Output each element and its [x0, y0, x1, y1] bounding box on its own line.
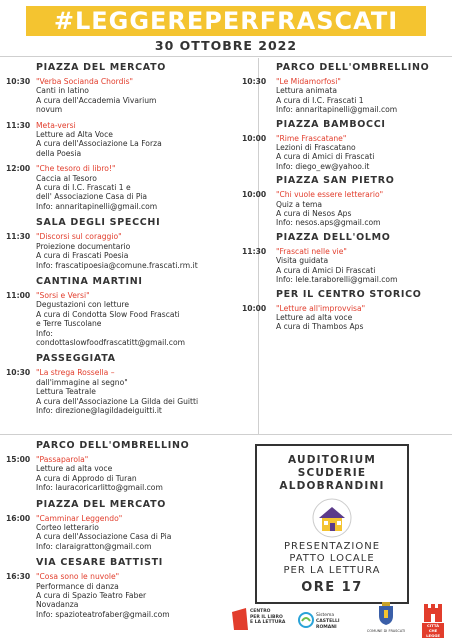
event-detail: Letture ad alta voce [276, 312, 353, 322]
event-detail: A cura di Thambos Aps [276, 322, 364, 332]
section-title: PIAZZA DELL'OLMO [276, 231, 391, 243]
logo-text: PER IL LIBRO [250, 614, 283, 620]
event-item [6, 514, 246, 552]
event-detail: Info: claraigratton@gmail.com [36, 541, 152, 551]
logo-text: Sistema [316, 613, 335, 618]
event-detail: e Terre Tuscolane [36, 319, 102, 329]
event-detail: Visita guidata [276, 256, 329, 266]
header [0, 0, 452, 58]
event-time: 11:30 [6, 232, 31, 242]
event-detail: Letture ad Alta Voce [36, 130, 113, 140]
event-item [6, 368, 256, 415]
event-detail: Quiz a tema [276, 199, 323, 209]
event-date: 30 OTTOBRE 2022 [154, 38, 298, 53]
event-time: 10:30 [6, 77, 31, 86]
mid-divider [0, 434, 452, 435]
event-detail: A cura di I.C. Frascati 1 e [36, 183, 131, 193]
event-title: "Rime Frascatane" [276, 133, 347, 143]
event-detail: novum [36, 105, 63, 115]
logo-text: CHE LEGGE [426, 628, 440, 638]
event-item [6, 232, 256, 270]
logo-text: COMUNE DI FRASCATI [366, 629, 406, 633]
event-detail: A cura di Amici di Frascati [276, 152, 375, 162]
event-detail: A cura di I.C. Frascati 1 [276, 95, 364, 105]
sponsor-logos [232, 602, 447, 638]
event-title: "Sorsi e Versi" [36, 290, 90, 300]
event-detail: dell' Associazione Casa di Pia [36, 192, 148, 202]
logo-text: CASTELLI ROMANI [316, 619, 340, 630]
event-time: 11:00 [6, 290, 31, 300]
event-title: "Chi vuole essere letterario" [276, 190, 384, 200]
section-title: VIA CESARE BATTISTI [36, 557, 164, 569]
header-divider [0, 56, 452, 57]
event-detail: Letture ad alta voce [36, 464, 113, 474]
patto-logo [309, 497, 355, 539]
event-title: "Letture all'improvvisa" [276, 303, 366, 313]
section-title: SALA DEGLI SPECCHI [36, 217, 161, 229]
house-book-icon [309, 497, 355, 539]
event-title: "La strega Rossella – [36, 368, 115, 378]
event-item [6, 121, 256, 159]
event-detail: Info: lele.taraborelli@gmail.com [276, 275, 398, 285]
section-title: PIAZZA SAN PIETRO [276, 175, 395, 187]
section-title: PARCO DELL'OMBRELLINO [36, 440, 190, 451]
event-detail: Corteo letterario [36, 523, 99, 533]
logo-text: E LA LETTURA [250, 620, 286, 625]
event-time: 16:00 [6, 513, 31, 523]
event-title: "Frascati nelle vie" [276, 246, 347, 256]
logo-text: CITTÀ [426, 623, 440, 628]
event-item [242, 190, 447, 228]
event-detail: Info: diego_ew@yahoo.it [276, 161, 370, 171]
event-detail: Degustazioni con letture [36, 300, 130, 310]
left-column [6, 62, 256, 421]
comune-frascati-logo [366, 602, 406, 638]
event-time: 11:30 [6, 120, 31, 130]
event-detail: A cura di Condotta Slow Food Frascati [36, 309, 180, 319]
event-title: "Le Midamorfosi" [276, 77, 341, 86]
event-detail: Info: frascatipoesia@comune.frascati.rm.it [36, 260, 198, 270]
event-time: 10:00 [242, 133, 267, 143]
event-detail: A cura dell'Accademia Vivarium [36, 95, 157, 105]
event-detail: Info: direzione@lagildadeiguitti.it [36, 405, 162, 415]
event-detail: dall'immagine al segno" [36, 377, 128, 387]
citta-che-legge-logo [422, 602, 444, 636]
event-detail: Lettura Teatrale [36, 387, 96, 397]
event-item [6, 455, 246, 493]
event-detail: Novadanza [36, 600, 79, 610]
swirl-logo-icon [298, 612, 314, 628]
event-detail: Lettura animata [276, 86, 337, 96]
event-time: 10:00 [242, 303, 267, 313]
event-item [242, 304, 447, 332]
event-time: 15:00 [6, 455, 31, 464]
event-detail: della Poesia [36, 148, 82, 158]
event-item [242, 247, 447, 285]
event-detail: Info: [36, 328, 53, 338]
sistema-castelli-logo [298, 610, 358, 632]
event-title: "Cosa sono le nuvole" [36, 572, 120, 582]
event-title: "Verba Socianda Chordis" [36, 77, 134, 86]
event-detail: Info: annaritapinelli@gmail.com [276, 105, 398, 115]
event-title: Meta-versi [36, 120, 76, 130]
section-title: PARCO DELL'OMBRELLINO [276, 62, 430, 73]
event-detail: A cura di Amici Di Frascati [276, 265, 376, 275]
event-item [6, 572, 246, 619]
event-item [242, 77, 447, 115]
event-time: 10:30 [242, 77, 267, 86]
auditorium-title-line: SCUDERIE [297, 467, 367, 479]
event-detail: Info: lauracoricarlitto@gmail.com [36, 483, 163, 493]
auditorium-title-line: AUDITORIUM [287, 454, 376, 466]
event-detail: A cura dell'Associazione La Gilda dei Guitti [36, 396, 199, 406]
event-detail: Info: spazioteatrofaber@gmail.com [36, 609, 170, 619]
event-item [6, 77, 256, 115]
event-title: "Camminar Leggendo" [36, 513, 123, 523]
event-detail: A cura di Spazio Teatro Faber [36, 591, 147, 601]
event-detail: Proiezione documentario [36, 241, 131, 251]
event-time: 16:30 [6, 572, 31, 582]
event-detail: Info: nesos.aps@gmail.com [276, 218, 381, 228]
event-item [6, 164, 256, 211]
event-title: "Passaparola" [36, 455, 89, 464]
event-time: 10:00 [242, 190, 267, 200]
logo-text: CENTRO [250, 609, 271, 614]
event-time: 10:30 [6, 368, 31, 378]
section-title: PIAZZA BAMBOCCI [276, 118, 386, 130]
event-detail: A cura di Nesos Aps [276, 209, 352, 219]
right-column [242, 62, 447, 336]
event-detail: Caccia al Tesoro [36, 173, 97, 183]
coat-of-arms-icon [377, 602, 395, 626]
castle-icon [422, 602, 444, 622]
section-title: PIAZZA DEL MERCATO [36, 62, 167, 73]
auditorium-sub-line: PATTO LOCALE [289, 553, 375, 564]
event-detail: Performance di danza [36, 581, 119, 591]
event-item [6, 291, 256, 347]
section-title: PASSEGGIATA [36, 353, 116, 365]
auditorium-sub-line: PRESENTAZIONE [283, 541, 381, 552]
hashtag-banner: #LEGGEREPERFRASCATI [26, 6, 426, 36]
auditorium-time: ORE 17 [301, 580, 363, 595]
auditorium-sub-line: PER LA LETTURA [283, 565, 381, 576]
event-detail: Lezioni di Frascatano [276, 143, 356, 153]
event-title: "Discorsi sul coraggio" [36, 232, 122, 242]
event-time: 12:00 [6, 164, 31, 174]
event-detail: Info: annaritapinelli@gmail.com [36, 201, 158, 211]
event-title: "Che tesoro di libro!" [36, 164, 116, 174]
event-detail: A cura di Approdo di Turan [36, 473, 137, 483]
event-detail: A cura dell'Associazione La Forza [36, 139, 162, 149]
auditorium-box [255, 444, 409, 604]
section-title: CANTINA MARTINI [36, 275, 143, 287]
section-title: PER IL CENTRO STORICO [276, 288, 422, 300]
book-logo-icon [232, 608, 248, 630]
event-item [242, 134, 447, 172]
event-detail: Canti in latino [36, 86, 89, 96]
event-detail: A cura di Frascati Poesia [36, 251, 129, 261]
centro-libro-logo [232, 608, 294, 632]
auditorium-title-line: ALDOBRANDINI [279, 480, 385, 492]
section-title: PIAZZA DEL MERCATO [36, 498, 167, 510]
event-detail: A cura dell'Associazione Casa di Pia [36, 532, 172, 542]
afternoon-column [6, 440, 246, 625]
event-detail: condottaslowfoodfrascatitt@gmail.com [36, 337, 186, 347]
event-time: 11:30 [242, 246, 267, 256]
